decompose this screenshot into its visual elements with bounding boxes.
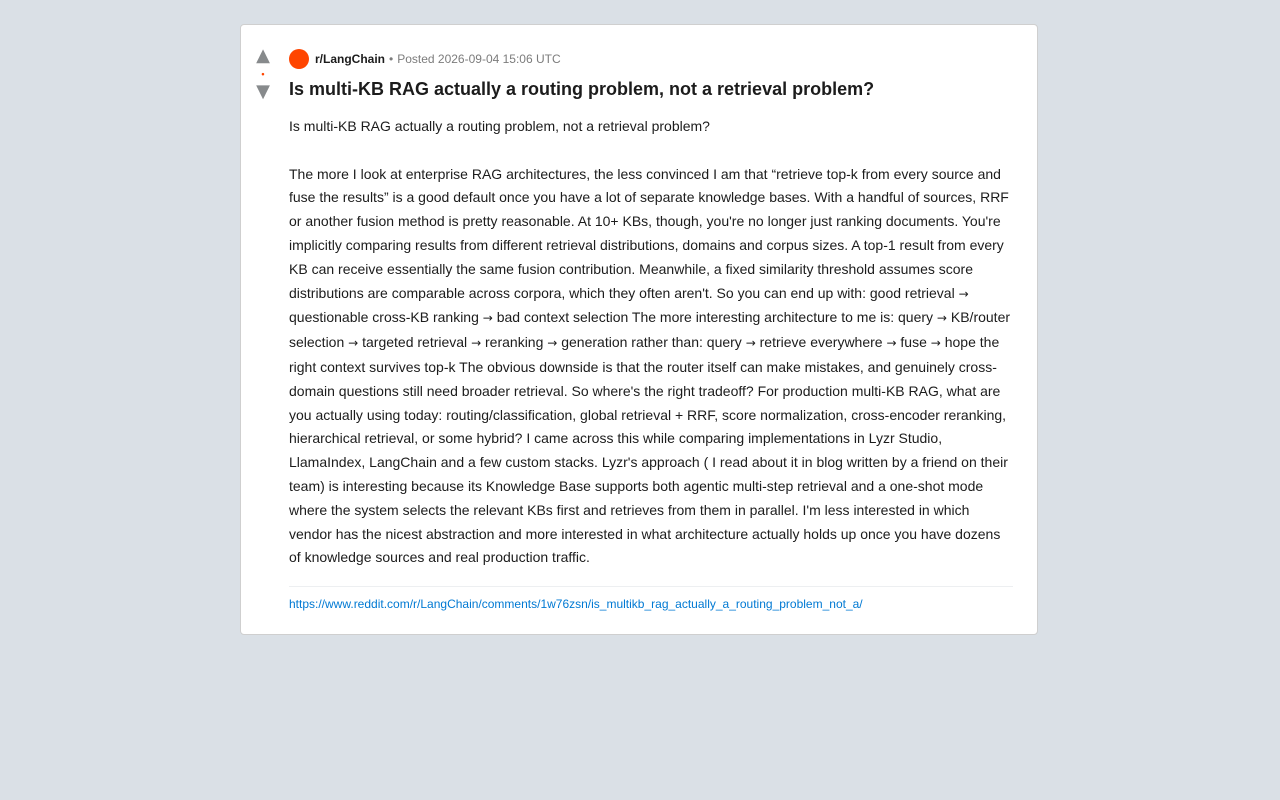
body-segment: The more I look at enterprise RAG architectures, the less convinced I am that “retrieve top-k from every source and fuse the results” is a good default once you have a lot of separate knowledge bases. With a handful of sources, RRF or another fusion method is pretty reasonable. At 10+ KBs, though, you're no longer just ranking documents. You're implicitly comparing results from different retrieval distributions, domains and corpus sizes. A top-1 result from every KB can receive essentially the same fusion contribution. Meanwhile, a fixed similarity threshold assumes score distributions are comparable across corpora, which they often aren't. So you can end up with: good retrieval [289, 165, 1009, 301]
arrow-icon: → [547, 336, 558, 351]
post-body [289, 115, 1013, 570]
arrow-icon: → [930, 336, 941, 351]
arrow-icon: → [936, 311, 947, 326]
body-segment: KB/router selection [289, 309, 1011, 351]
body-segment: retrieve everywhere [755, 334, 887, 351]
downvote-icon[interactable]: ▼ [256, 81, 270, 102]
body-segment: reranking [481, 334, 548, 351]
body-segment: fuse [896, 334, 931, 351]
body-segment: bad context selection The more interesting architecture to me is: query [492, 309, 937, 326]
subreddit-name[interactable]: r/LangChain [315, 52, 386, 66]
upvote-icon[interactable]: ▲ [256, 45, 270, 66]
arrow-icon: → [348, 336, 359, 351]
post-permalink[interactable]: https://www.reddit.com/r/LangChain/comments/1w76zsn/is_multikb_rag_actually_a_routing_problem_not_a/ [289, 597, 863, 612]
meta-separator: • [389, 52, 394, 66]
arrow-icon: → [886, 336, 897, 351]
arrow-icon: → [482, 311, 493, 326]
post-footer [289, 586, 1013, 612]
subreddit-icon[interactable] [289, 49, 309, 69]
vote-score: • [261, 69, 265, 79]
post-content [289, 25, 1037, 634]
arrow-icon: → [958, 286, 969, 301]
body-segment: generation rather than: query [557, 334, 746, 351]
post-timestamp: Posted 2026-09-04 15:06 UTC [397, 52, 561, 66]
post-title[interactable]: Is multi-KB RAG actually a routing problem, not a retrieval problem? [289, 79, 875, 99]
vote-column [241, 47, 285, 101]
post-body-paragraph [289, 163, 1013, 571]
post-body-intro: Is multi-KB RAG actually a routing problem, not a retrieval problem? [289, 118, 710, 134]
body-segment: questionable cross-KB ranking [289, 309, 483, 326]
arrow-icon: → [745, 336, 756, 351]
arrow-icon: → [471, 336, 482, 351]
body-segment: hope the right context survives top-k The obvious downside is that the router itself can make mistakes, and genuinely cross-domain questions still need broader retrieval. So where's the right tradeoff? For production multi-KB RAG, what are you actually using today: routing/classification, global retrieval + RRF, score normalization, cross-encoder reranking, hierarchical retrieval, or some hybrid? I came across this while comparing implementations in Lyzr Studio, LlamaIndex, LangChain and a few custom stacks. Lyzr's approach ( I read about it in blog written by a friend on their team) is interesting because its Knowledge Base supports both agentic multi-step retrieval and a one-shot mode where the system selects the relevant KBs first and retrieves from them in parallel. I'm less interested in which vendor has the nicest abstraction and more interested in what architecture actually holds up once you have dozens of knowledge sources and real production traffic. [289, 334, 1008, 566]
post-meta [289, 49, 1013, 69]
post-card [240, 24, 1038, 635]
body-segment: targeted retrieval [358, 334, 472, 351]
